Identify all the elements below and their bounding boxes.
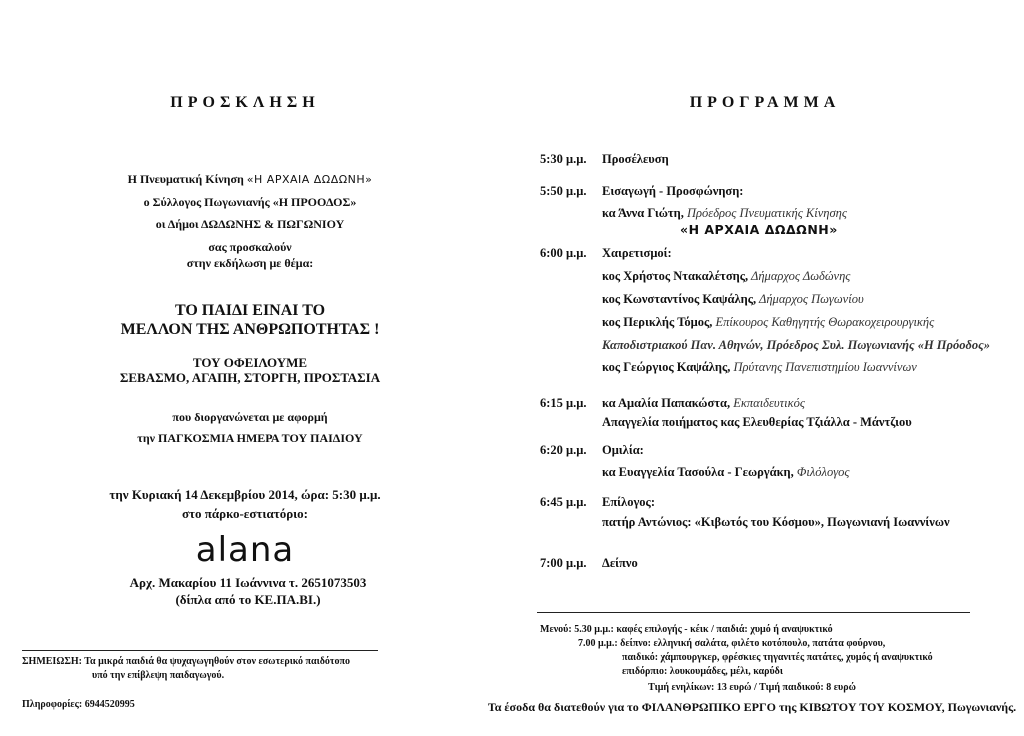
price-info: Τιμή ενηλίκων: 13 ευρώ / Τιμή παιδικού: 8 ευρώ bbox=[648, 682, 856, 693]
note-line-2: υπό την επίβλεψη παιδαγωγού. bbox=[92, 670, 225, 681]
speaker-role: Φιλόλογος bbox=[793, 465, 850, 479]
organizer-1-prefix: Η Πνευματική Κίνηση bbox=[127, 172, 247, 186]
program-speaker bbox=[602, 315, 934, 330]
organizer-1-logo-text: «Η ΑΡΧΑΙΑ ΔΩΔΩΝΗ» bbox=[246, 173, 373, 186]
program-time: 7:00 μ.μ. bbox=[540, 556, 587, 570]
venue-address-note: (δίπλα από το ΚΕ.ΠΑ.ΒΙ.) bbox=[175, 592, 321, 607]
info-phone: Πληροφορίες: 6944520995 bbox=[22, 699, 135, 710]
venue-address: Αρχ. Μακαρίου 11 Ιωάννινα τ. 2651073503 bbox=[129, 575, 367, 590]
program-text: Προσέλευση bbox=[602, 152, 669, 166]
owe-line-2: ΣΕΒΑΣΜΟ, ΑΓΑΠΗ, ΣΤΟΡΓΗ, ΠΡΟΣΤΑΣΙΑ bbox=[119, 370, 381, 385]
program-text: πατήρ Αντώνιος: «Κιβωτός του Κόσμου», Πωγωνιανή Ιωαννίνων bbox=[602, 515, 950, 529]
speaker-role: Δήμαρχος Πωγωνίου bbox=[756, 292, 864, 306]
theme-line-1: ΤΟ ΠΑΙΔΙ ΕΙΝΑΙ ΤΟ bbox=[174, 302, 326, 319]
organizer-1 bbox=[128, 172, 373, 187]
occasion-line-2: την ΠΑΓΚΟΣΜΙΑ ΗΜΕΡΑ ΤΟΥ ΠΑΙΔΙΟΥ bbox=[137, 431, 363, 445]
proceeds-note: Τα έσοδα θα διατεθούν για το ΦΙΛΑΝΘΡΩΠΙΚΟ ΕΡΓΟ της ΚΙΒΩΤΟΥ ΤΟΥ ΚΟΣΜΟΥ, Πωγωνιανής. bbox=[487, 700, 1017, 714]
program-time: 6:20 μ.μ. bbox=[540, 443, 587, 457]
speaker-name: κα Ευαγγελία Τασούλα - Γεωργάκη, bbox=[602, 465, 794, 479]
note-line-1: ΣΗΜΕΙΩΣΗ: Τα μικρά παιδιά θα ψυχαγωγηθούν στον εσωτερικό παιδότοπο bbox=[22, 656, 350, 667]
program-title: ΠΡΟΓΡΑΜΜΑ bbox=[689, 94, 841, 111]
speaker-role: Πρύτανης Πανεπιστημίου Ιωαννίνων bbox=[730, 360, 917, 374]
venue-logo: alana bbox=[195, 530, 295, 570]
program-text: Ομιλία: bbox=[602, 443, 644, 457]
speaker-name: κος Χρήστος Ντακαλέτσης, bbox=[602, 269, 749, 283]
occasion-line-1: που διοργανώνεται με αφορμή bbox=[172, 410, 328, 424]
program-speaker bbox=[602, 465, 849, 480]
invitation-title: ΠΡΟΣΚΛΗΣΗ bbox=[170, 94, 320, 111]
speaker-role: Πρόεδρος Πνευματικής Κίνησης bbox=[683, 206, 847, 220]
menu-line-4: επιδόρπιο: λουκουμάδες, μέλι, καρύδι bbox=[622, 666, 783, 677]
speaker-name: κος Περικλής Τόμος, bbox=[602, 315, 713, 329]
invite-line-2: στην εκδήλωση με θέμα: bbox=[186, 256, 314, 270]
divider bbox=[22, 650, 378, 651]
program-time: 5:30 μ.μ. bbox=[540, 152, 587, 166]
program-speaker bbox=[602, 396, 805, 411]
program-text: Δείπνο bbox=[602, 556, 638, 570]
menu-line-1: Μενού: 5.30 μ.μ.: καφές επιλογής - κέικ / παιδιά: χυμό ή αναψυκτικό bbox=[540, 624, 833, 635]
program-time: 6:15 μ.μ. bbox=[540, 396, 587, 410]
menu-line-3: παιδικό: χάμπουργκερ, φρέσκιες τηγανιτές πατάτες, χυμός ή αναψυκτικό bbox=[622, 652, 933, 663]
program-speaker bbox=[602, 360, 917, 375]
speaker-role-cont: Καποδιστριακού Παν. Αθηνών, Πρόεδρος Συλ. Πωγωνιανής «Η Πρόοδος» bbox=[602, 338, 990, 352]
theme-line-2: ΜΕΛΛΟΝ ΤΗΣ ΑΝΘΡΩΠΟΤΗΤΑΣ ! bbox=[120, 321, 380, 338]
program-text: Απαγγελία ποιήματος κας Ελευθερίας Τζιάλλα - Μάντζιου bbox=[602, 415, 912, 429]
program-speaker bbox=[602, 206, 847, 221]
program-text: Χαιρετισμοί: bbox=[602, 246, 672, 260]
program-time: 5:50 μ.μ. bbox=[540, 184, 587, 198]
program-speaker bbox=[602, 269, 850, 284]
program-time: 6:45 μ.μ. bbox=[540, 495, 587, 509]
organizer-2: ο Σύλλογος Πωγωνιανής «Η ΠΡΟΟΔΟΣ» bbox=[143, 195, 357, 209]
speaker-name: κος Κωνσταντίνος Καψάλης, bbox=[602, 292, 757, 306]
organizer-3: οι Δήμοι ΔΩΔΩΝΗΣ & ΠΩΓΩΝΙΟΥ bbox=[155, 217, 345, 231]
speaker-role: Δήμαρχος Δωδώνης bbox=[748, 269, 851, 283]
menu-line-2: 7.00 μ.μ.: δείπνο: ελληνική σαλάτα, φιλέτο κοτόπουλο, πατάτα φούρνου, bbox=[578, 638, 886, 649]
program-text: Επίλογος: bbox=[602, 495, 655, 509]
event-date: την Κυριακή 14 Δεκεμβρίου 2014, ώρα: 5:30 μ.μ. bbox=[109, 487, 381, 502]
invite-line-1: σας προσκαλούν bbox=[208, 240, 292, 254]
program-text: Εισαγωγή - Προσφώνηση: bbox=[602, 184, 744, 198]
speaker-name: κος Γεώργιος Καψάλης, bbox=[602, 360, 731, 374]
speaker-name: κα Άννα Γιώτη, bbox=[602, 206, 684, 220]
venue-label: στο πάρκο-εστιατόριο: bbox=[181, 506, 309, 521]
speaker-role-org: «Η ΑΡΧΑΙΑ ΔΩΔΩΝΗ» bbox=[680, 222, 838, 237]
program-speaker bbox=[602, 292, 864, 307]
speaker-name: κα Αμαλία Παπακώστα, bbox=[602, 396, 731, 410]
speaker-role: Εκπαιδευτικός bbox=[730, 396, 805, 410]
program-time: 6:00 μ.μ. bbox=[540, 246, 587, 260]
divider bbox=[537, 612, 970, 613]
owe-line-1: ΤΟΥ ΟΦΕΙΛΟΥΜΕ bbox=[192, 355, 308, 370]
speaker-role: Επίκουρος Καθηγητής Θωρακοχειρουργικής bbox=[712, 315, 935, 329]
